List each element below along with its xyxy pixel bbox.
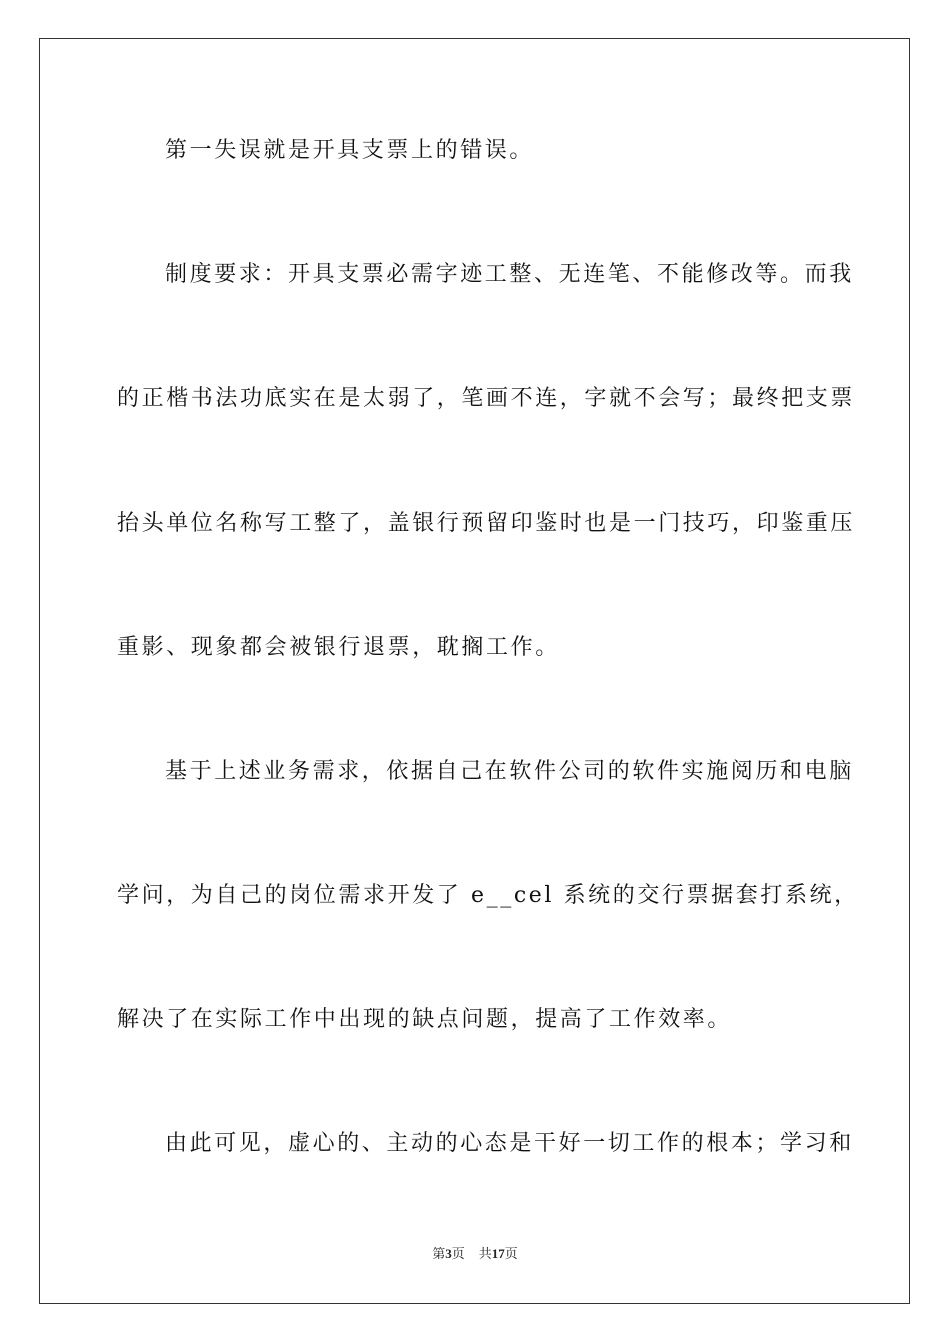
total-prefix: 共 xyxy=(478,1246,492,1261)
paragraph-2-line-4: 重影、现象都会被银行退票，耽搁工作。 xyxy=(117,635,560,660)
page-footer xyxy=(0,1243,950,1262)
paragraph-2-line-3: 抬头单位名称写工整了，盖银行预留印鉴时也是一门技巧，印鉴重压 xyxy=(117,511,856,536)
page-suffix: 页 xyxy=(451,1246,465,1261)
paragraph-3-line-2: 学问，为自己的岗位需求开发了 e__cel 系统的交行票据套打系统， xyxy=(117,883,859,908)
paragraph-4-line-1: 由此可见，虚心的、主动的心态是干好一切工作的根本；学习和 xyxy=(165,1131,854,1156)
paragraph-2-line-1: 制度要求：开具支票必需字迹工整、无连笔、不能修改等。而我 xyxy=(165,262,854,287)
page-prefix: 第 xyxy=(432,1246,446,1261)
paragraph-1-line-1: 第一失误就是开具支票上的错误。 xyxy=(165,138,535,163)
paragraph-3-line-1: 基于上述业务需求，依据自己在软件公司的软件实施阅历和电脑 xyxy=(165,759,854,784)
page-frame xyxy=(39,38,910,1304)
paragraph-3-line-3: 解决了在实际工作中出现的缺点问题，提高了工作效率。 xyxy=(117,1007,733,1032)
total-pages: 17 xyxy=(491,1246,505,1261)
page-number: 3 xyxy=(445,1246,452,1261)
paragraph-2-line-2: 的正楷书法功底实在是太弱了，笔画不连，字就不会写；最终把支票 xyxy=(117,386,856,411)
total-suffix: 页 xyxy=(504,1246,518,1261)
